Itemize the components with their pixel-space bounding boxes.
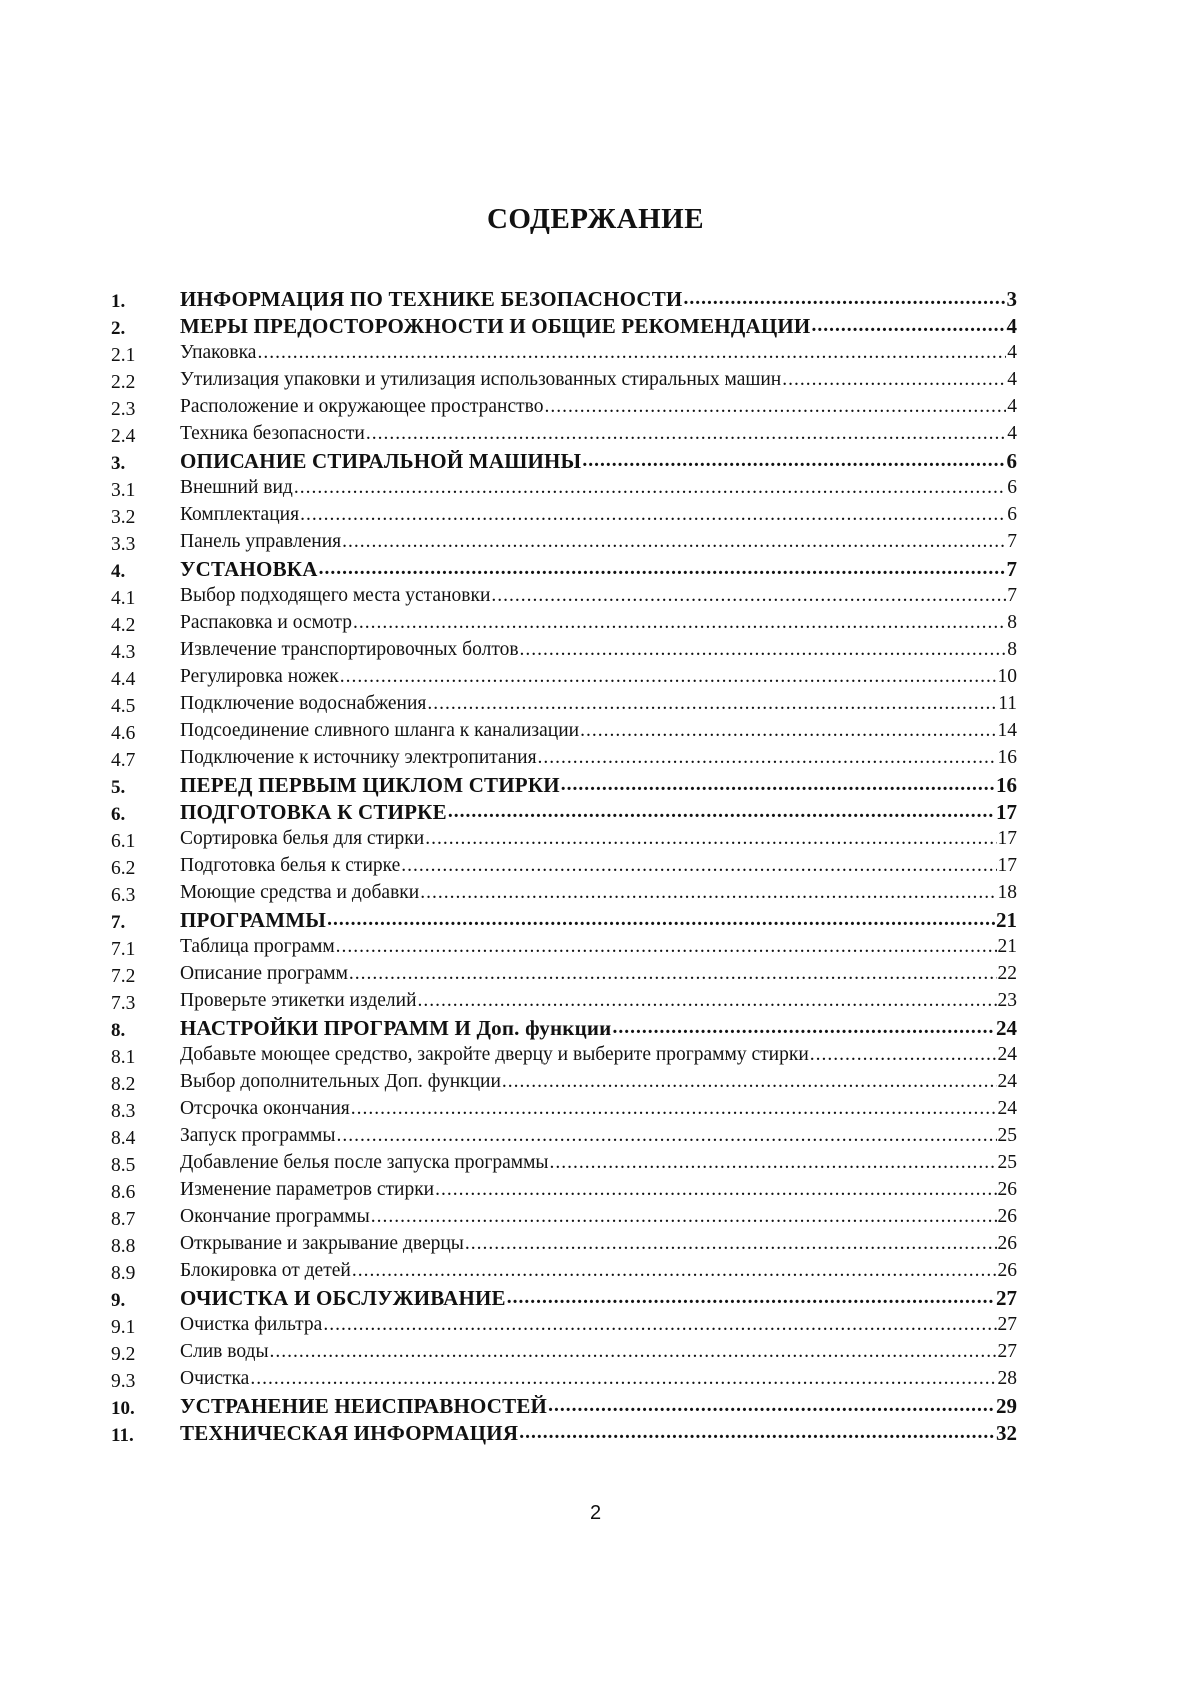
toc-entry-page: 3: [1006, 287, 1017, 311]
toc-entry-number: 6.2: [111, 858, 136, 879]
toc-entry-label: Подготовка белья к стирке: [180, 855, 401, 876]
toc-entry-page: 25: [997, 1152, 1017, 1173]
toc-entry[interactable]: [111, 391, 1017, 418]
dot-leader: [336, 936, 997, 958]
toc-entry-page: 26: [997, 1179, 1017, 1200]
toc-entry-page: 17: [997, 855, 1017, 876]
toc-entry-page: 7: [1006, 557, 1017, 581]
toc-entry[interactable]: [111, 1417, 1017, 1444]
toc-entry-label: Моющие средства и добавки: [180, 882, 420, 903]
toc-entry-label: Извлечение транспортировочных болтов: [180, 639, 519, 660]
toc-entry-page: 27: [997, 1341, 1017, 1362]
toc-entry[interactable]: [111, 823, 1017, 850]
dot-leader: [300, 504, 1006, 526]
toc-entry[interactable]: [111, 877, 1017, 904]
toc-entry-page: 29: [996, 1394, 1017, 1418]
dot-leader: [323, 1314, 996, 1336]
dot-leader: [435, 1179, 996, 1201]
toc-entry-number: 7.3: [111, 993, 136, 1014]
toc-entry-page: 27: [996, 1286, 1017, 1310]
dot-leader: [548, 1395, 995, 1417]
toc-entry-number: 6.: [111, 804, 126, 825]
toc-entry-label: Упаковка: [180, 342, 257, 363]
toc-entry-label: Регулировка ножек: [180, 666, 339, 687]
toc-entry[interactable]: [111, 958, 1017, 985]
toc-entry-number: 3.3: [111, 534, 136, 555]
toc-entry[interactable]: [111, 1255, 1017, 1282]
toc-entry-label: Панель управления: [180, 531, 342, 552]
toc-entry-number: 7.1: [111, 939, 136, 960]
toc-entry-label: ПОДГОТОВКА К СТИРКЕ: [180, 800, 447, 824]
dot-leader: [418, 990, 997, 1012]
toc-entry-label: Запуск программы: [180, 1125, 336, 1146]
dot-leader: [811, 315, 1005, 337]
toc-entry-label: Слив воды: [180, 1341, 269, 1362]
toc-entry[interactable]: [111, 1147, 1017, 1174]
toc-entry-page: 4: [1007, 369, 1017, 390]
dot-leader: [425, 828, 996, 850]
toc-entry[interactable]: [111, 661, 1017, 688]
toc-entry-number: 11.: [111, 1425, 134, 1446]
toc-entry-page: 23: [997, 990, 1017, 1011]
toc-entry-page: 17: [997, 828, 1017, 849]
toc-entry-page: 11: [998, 693, 1017, 714]
dot-leader: [810, 1044, 997, 1066]
dot-leader: [448, 801, 995, 823]
dot-leader: [538, 747, 997, 769]
toc-entry-label: Изменение параметров стирки: [180, 1179, 435, 1200]
toc-entry-page: 32: [996, 1421, 1017, 1445]
toc-entry-number: 8.5: [111, 1155, 136, 1176]
toc-entry-label: Комплектация: [180, 504, 300, 525]
toc-entry[interactable]: [111, 337, 1017, 364]
toc-entry-label: Расположение и окружающее пространство: [180, 396, 544, 417]
toc-entry[interactable]: [111, 364, 1017, 391]
dot-leader: [612, 1017, 995, 1039]
dot-leader: [683, 288, 1005, 310]
toc-entry-label: Выбор подходящего места установки: [180, 585, 491, 606]
toc-entry[interactable]: [111, 688, 1017, 715]
toc-entry-number: 2.2: [111, 372, 136, 393]
toc-entry-page: 16: [996, 773, 1017, 797]
toc-entry-number: 3.2: [111, 507, 136, 528]
toc-entry-number: 1.: [111, 291, 126, 312]
toc-entry-number: 10.: [111, 1398, 135, 1419]
dot-leader: [294, 477, 1006, 499]
dot-leader: [502, 1071, 997, 1093]
toc-entry[interactable]: [111, 1390, 1017, 1417]
toc-entry-label: Открывание и закрывание дверцы: [180, 1233, 464, 1254]
toc-entry[interactable]: [111, 769, 1017, 796]
toc-entry-page: 27: [997, 1314, 1017, 1335]
dot-leader: [270, 1341, 997, 1363]
toc-entry-number: 4.1: [111, 588, 136, 609]
toc-entry-page: 26: [997, 1233, 1017, 1254]
toc-entry-number: 4.5: [111, 696, 136, 717]
toc-entry-page: 26: [997, 1206, 1017, 1227]
toc-entry-number: 7.: [111, 912, 126, 933]
toc-entry-label: Подсоединение сливного шланга к канализации: [180, 720, 580, 741]
toc-entry-number: 4.3: [111, 642, 136, 663]
dot-leader: [520, 639, 1007, 661]
toc-entry-number: 9.: [111, 1290, 126, 1311]
toc-entry-number: 8.3: [111, 1101, 136, 1122]
toc-entry[interactable]: [111, 310, 1017, 337]
toc-entry-label: Окончание программы: [180, 1206, 370, 1227]
toc-entry-page: 6: [1007, 504, 1017, 525]
toc-entry-number: 4.: [111, 561, 126, 582]
toc-entry-label: Добавление белья после запуска программы: [180, 1152, 549, 1173]
toc-entry-page: 22: [997, 963, 1017, 984]
toc-entry-page: 10: [997, 666, 1017, 687]
toc-entry-page: 14: [997, 720, 1017, 741]
dot-leader: [366, 423, 1006, 445]
dot-leader: [371, 1206, 997, 1228]
toc-entry[interactable]: [111, 1336, 1017, 1363]
toc-entry-label: Техника безопасности: [180, 423, 365, 444]
dot-leader: [580, 720, 996, 742]
toc-entry-label: ТЕХНИЧЕСКАЯ ИНФОРМАЦИЯ: [180, 1421, 519, 1445]
toc-entry-page: 4: [1006, 314, 1017, 338]
toc-entry-label: УСТРАНЕНИЕ НЕИСПРАВНОСТЕЙ: [180, 1394, 548, 1418]
toc-entry-page: 8: [1007, 639, 1017, 660]
toc-entry-number: 2.1: [111, 345, 136, 366]
toc-entry-number: 6.3: [111, 885, 136, 906]
toc-entry-number: 4.6: [111, 723, 136, 744]
toc-entry-label: ОЧИСТКА И ОБСЛУЖИВАНИЕ: [180, 1286, 506, 1310]
toc-entry[interactable]: [111, 526, 1017, 553]
toc-entry-page: 24: [996, 1016, 1017, 1040]
toc-entry[interactable]: [111, 850, 1017, 877]
toc-entry[interactable]: [111, 1309, 1017, 1336]
toc-entry-label: НАСТРОЙКИ ПРОГРАММ И Доп. функции: [180, 1016, 612, 1040]
toc-entry-label: МЕРЫ ПРЕДОСТОРОЖНОСТИ И ОБЩИЕ РЕКОМЕНДАЦИИ: [180, 314, 811, 338]
toc-entry-page: 4: [1007, 396, 1017, 417]
dot-leader: [507, 1287, 995, 1309]
toc-entry-number: 8.1: [111, 1047, 136, 1068]
dot-leader: [782, 369, 1006, 391]
toc-entry-number: 4.4: [111, 669, 136, 690]
toc-entry-number: 8.7: [111, 1209, 136, 1230]
toc-entry-number: 8.6: [111, 1182, 136, 1203]
dot-leader: [250, 1368, 996, 1390]
toc-entry-label: Подключение к источнику электропитания: [180, 747, 537, 768]
toc-entry[interactable]: [111, 283, 1017, 310]
toc-entry-number: 5.: [111, 777, 126, 798]
toc-entry[interactable]: [111, 607, 1017, 634]
dot-leader: [342, 531, 1006, 553]
dot-leader: [319, 558, 1006, 580]
table-of-contents: [111, 283, 1017, 1444]
toc-entry-number: 8.: [111, 1020, 126, 1041]
toc-entry-label: Проверьте этикетки изделий: [180, 990, 417, 1011]
toc-entry-label: Добавьте моющее средство, закройте дверцу и выберите программу стирки: [180, 1044, 809, 1065]
toc-entry-page: 4: [1007, 423, 1017, 444]
toc-entry-number: 8.9: [111, 1263, 136, 1284]
toc-entry-number: 9.1: [111, 1317, 136, 1338]
toc-entry-number: 8.4: [111, 1128, 136, 1149]
toc-entry-page: 16: [997, 747, 1017, 768]
toc-entry[interactable]: [111, 1228, 1017, 1255]
toc-entry-page: 8: [1007, 612, 1017, 633]
toc-entry-number: 7.2: [111, 966, 136, 987]
toc-entry[interactable]: [111, 1039, 1017, 1066]
toc-entry-page: 24: [997, 1071, 1017, 1092]
toc-entry-label: ПРОГРАММЫ: [180, 908, 327, 932]
toc-entry-number: 2.: [111, 318, 126, 339]
toc-entry[interactable]: [111, 742, 1017, 769]
toc-entry[interactable]: [111, 985, 1017, 1012]
toc-entry-label: Внешний вид: [180, 477, 293, 498]
toc-entry-label: Распаковка и осмотр: [180, 612, 352, 633]
dot-leader: [353, 612, 1006, 634]
toc-entry-page: 25: [997, 1125, 1017, 1146]
dot-leader: [420, 882, 996, 904]
dot-leader: [519, 1422, 995, 1444]
toc-entry-number: 9.3: [111, 1371, 136, 1392]
toc-entry[interactable]: [111, 1363, 1017, 1390]
page-title: СОДЕРЖАНИЕ: [486, 203, 705, 236]
toc-entry[interactable]: [111, 1174, 1017, 1201]
dot-leader: [349, 963, 997, 985]
toc-entry-number: 8.8: [111, 1236, 136, 1257]
dot-leader: [401, 855, 996, 877]
dot-leader: [561, 774, 995, 796]
dot-leader: [491, 585, 1006, 607]
toc-entry-label: УСТАНОВКА: [180, 557, 318, 581]
toc-entry-number: 2.3: [111, 399, 136, 420]
toc-entry-page: 7: [1007, 531, 1017, 552]
toc-entry-number: 3.1: [111, 480, 136, 501]
toc-entry-page: 28: [997, 1368, 1017, 1389]
toc-entry-label: Таблица программ: [180, 936, 335, 957]
toc-entry[interactable]: [111, 634, 1017, 661]
toc-entry[interactable]: [111, 553, 1017, 580]
dot-leader: [351, 1098, 997, 1120]
dot-leader: [544, 396, 1006, 418]
toc-entry[interactable]: [111, 1093, 1017, 1120]
toc-entry-number: 4.7: [111, 750, 136, 771]
toc-entry[interactable]: [111, 445, 1017, 472]
dot-leader: [352, 1260, 997, 1282]
toc-entry-label: ПЕРЕД ПЕРВЫМ ЦИКЛОМ СТИРКИ: [180, 773, 560, 797]
toc-entry[interactable]: [111, 472, 1017, 499]
toc-entry-page: 4: [1007, 342, 1017, 363]
toc-entry-label: Сортировка белья для стирки: [180, 828, 425, 849]
toc-entry-page: 24: [997, 1098, 1017, 1119]
toc-entry[interactable]: [111, 418, 1017, 445]
toc-entry[interactable]: [111, 1201, 1017, 1228]
toc-entry[interactable]: [111, 931, 1017, 958]
toc-entry-label: ИНФОРМАЦИЯ ПО ТЕХНИКЕ БЕЗОПАСНОСТИ: [180, 287, 683, 311]
toc-entry-number: 2.4: [111, 426, 136, 447]
toc-entry-label: Очистка: [180, 1368, 250, 1389]
dot-leader: [427, 693, 997, 715]
toc-entry-label: Подключение водоснабжения: [180, 693, 427, 714]
toc-entry-page: 6: [1007, 477, 1017, 498]
toc-entry-number: 9.2: [111, 1344, 136, 1365]
dot-leader: [340, 666, 997, 688]
toc-entry-number: 3.: [111, 453, 126, 474]
toc-entry-label: Блокировка от детей: [180, 1260, 351, 1281]
toc-entry[interactable]: [111, 1120, 1017, 1147]
dot-leader: [336, 1125, 996, 1147]
toc-entry[interactable]: [111, 1282, 1017, 1309]
toc-entry[interactable]: [111, 499, 1017, 526]
toc-entry-number: 6.1: [111, 831, 136, 852]
dot-leader: [257, 342, 1006, 364]
toc-entry-page: 26: [997, 1260, 1017, 1281]
toc-entry-label: Утилизация упаковки и утилизация использованных стиральных машин: [180, 369, 782, 390]
toc-entry-page: 24: [997, 1044, 1017, 1065]
dot-leader: [465, 1233, 997, 1255]
toc-entry-label: Отсрочка окончания: [180, 1098, 350, 1119]
toc-entry-page: 21: [996, 908, 1017, 932]
toc-entry-page: 7: [1007, 585, 1017, 606]
toc-entry-page: 17: [996, 800, 1017, 824]
toc-entry-page: 18: [997, 882, 1017, 903]
toc-entry[interactable]: [111, 796, 1017, 823]
toc-entry-label: ОПИСАНИЕ СТИРАЛЬНОЙ МАШИНЫ: [180, 449, 582, 473]
toc-entry-number: 4.2: [111, 615, 136, 636]
toc-entry-page: 21: [997, 936, 1017, 957]
toc-entry-page: 6: [1006, 449, 1017, 473]
page-number: 2: [589, 1502, 602, 1524]
dot-leader: [550, 1152, 997, 1174]
toc-entry-label: Выбор дополнительных Доп. функции: [180, 1071, 501, 1092]
toc-entry-label: Описание программ: [180, 963, 348, 984]
dot-leader: [327, 909, 995, 931]
toc-entry-number: 8.2: [111, 1074, 136, 1095]
toc-entry[interactable]: [111, 715, 1017, 742]
toc-entry[interactable]: [111, 904, 1017, 931]
toc-entry[interactable]: [111, 1066, 1017, 1093]
toc-entry-label: Очистка фильтра: [180, 1314, 323, 1335]
toc-entry[interactable]: [111, 580, 1017, 607]
dot-leader: [582, 450, 1005, 472]
toc-entry[interactable]: [111, 1012, 1017, 1039]
